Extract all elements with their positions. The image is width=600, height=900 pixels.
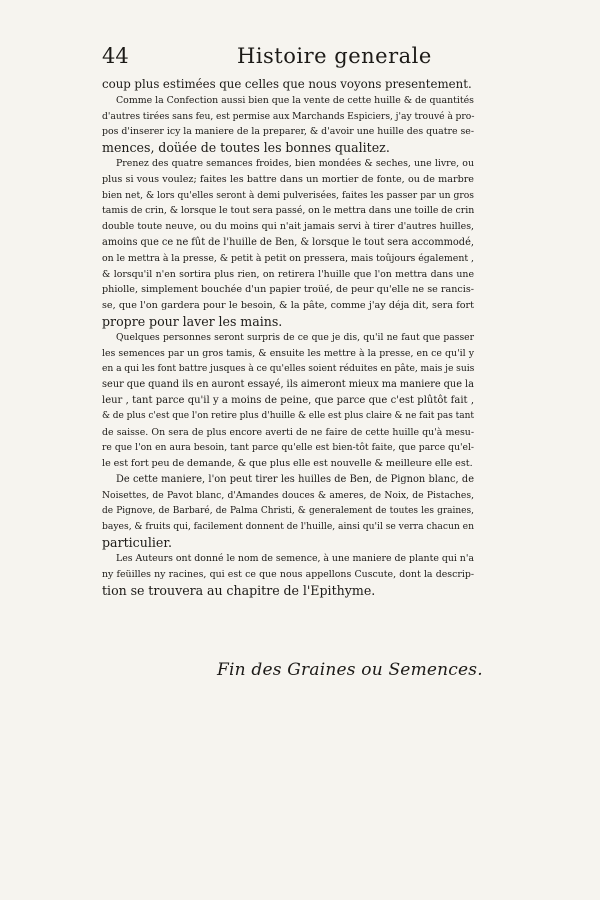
text-line: de Pignove, de Barbaré, de Palma Christi, & generalement de toutes les graines, <box>102 505 474 516</box>
text-line: les semences par un gros tamis, & ensuite les mettre à la presse, en ce qu'il y <box>102 347 474 359</box>
page-number: 44 <box>102 44 129 68</box>
text-line: Les Auteurs ont donné le nom de semence, à une maniere de plante qui n'a <box>116 552 474 564</box>
text-line: plus si vous voulez; faites les battre dans un mortier de fonte, ou de marbre <box>102 173 474 185</box>
text-line: double toute neuve, ou du moins qui n'ait jamais servi à tirer d'autres huilles, <box>102 221 474 233</box>
text-line: pos d'inserer icy la maniere de la preparer, & d'avoir une huille des quatre se- <box>102 126 474 138</box>
text-line: propre pour laver les mains. <box>102 313 283 329</box>
text-line: re que l'on en aura besoin, tant parce qu'elle est bien-tôt faite, que parce qu'el- <box>102 442 474 454</box>
text-line: Quelques personnes seront surpris de ce que je dis, qu'il ne faut que passer <box>116 331 474 343</box>
text-line: on le mettra à la presse, & petit à petit on pressera, mais toûjours également , <box>102 252 474 264</box>
text-line: bien net, & lors qu'elles seront à demi pulverisées, faites les passer par un gros <box>102 189 474 201</box>
text-line: de saisse. On sera de plus encore averti de ne faire de cette huille qu'à mesu- <box>102 426 474 438</box>
page-header <box>102 44 474 74</box>
text-line: seur que quand ils en auront essayé, ils aimeront mieux ma maniere que la <box>102 379 474 391</box>
text-line: Prenez des quatre semances froides, bien mondées & seches, une livre, ou <box>116 157 474 169</box>
text-line: Noisettes, de Pavot blanc, d'Amandes douces & ameres, de Noix, de Pistaches, <box>102 489 474 501</box>
text-line: en a qui les font battre jusques à ce qu'elles soient réduites en pâte, mais je suis <box>102 363 475 375</box>
text-line: & de plus c'est que l'on retire plus d'huille & elle est plus claire & ne fait pas tant <box>102 410 474 421</box>
text-line: amoins que ce ne fût de l'huille de Ben, & lorsque le tout sera accommodé, <box>102 236 474 248</box>
text-line: leur , tant parce qu'il y a moins de peine, que parce que c'est plûtôt fait , <box>102 394 474 406</box>
text-line: & lorsqu'il n'en sortira plus rien, on retirera l'huille que l'on mettra dans une <box>102 268 474 280</box>
section-end-caption: Fin des Graines ou Semences. <box>217 660 483 680</box>
text-line: De cette maniere, l'on peut tirer les huilles de Ben, de Pignon blanc, de <box>116 473 474 485</box>
text-line: Comme la Confection aussi bien que la vente de cette huille & de quantités <box>116 94 474 106</box>
text-line: coup plus estimées que celles que nous voyons presentement. <box>102 77 472 91</box>
text-line: mences, doüée de toutes les bonnes qualitez. <box>102 140 390 156</box>
text-line: le est fort peu de demande, & que plus elle est nouvelle & meilleure elle est. <box>102 458 473 470</box>
text-line: se, que l'on gardera pour le besoin, & la pâte, comme j'ay déja dit, sera fort <box>102 300 474 312</box>
running-title: Histoire generale <box>237 44 432 68</box>
text-line: tion se trouvera au chapitre de l'Epithyme. <box>102 582 376 598</box>
text-line: ny feüilles ny racines, qui est ce que nous appellons Cuscute, dont la descrip- <box>102 568 474 580</box>
text-line: tamis de crin, & lorsque le tout sera passé, on le mettra dans une toille de crin <box>102 205 475 217</box>
text-line: bayes, & fruits qui, facilement donnent de l'huille, ainsi qu'il se verra chacun en <box>102 521 474 533</box>
text-line: particulier. <box>102 535 172 551</box>
text-line: d'autres tirées sans feu, est permise aux Marchands Espiciers, j'ay trouvé à pro- <box>102 110 475 122</box>
text-line: phiolle, simplement bouchée d'un papier troüé, de peur qu'elle ne se rancis- <box>102 284 474 296</box>
body-text <box>102 77 474 598</box>
